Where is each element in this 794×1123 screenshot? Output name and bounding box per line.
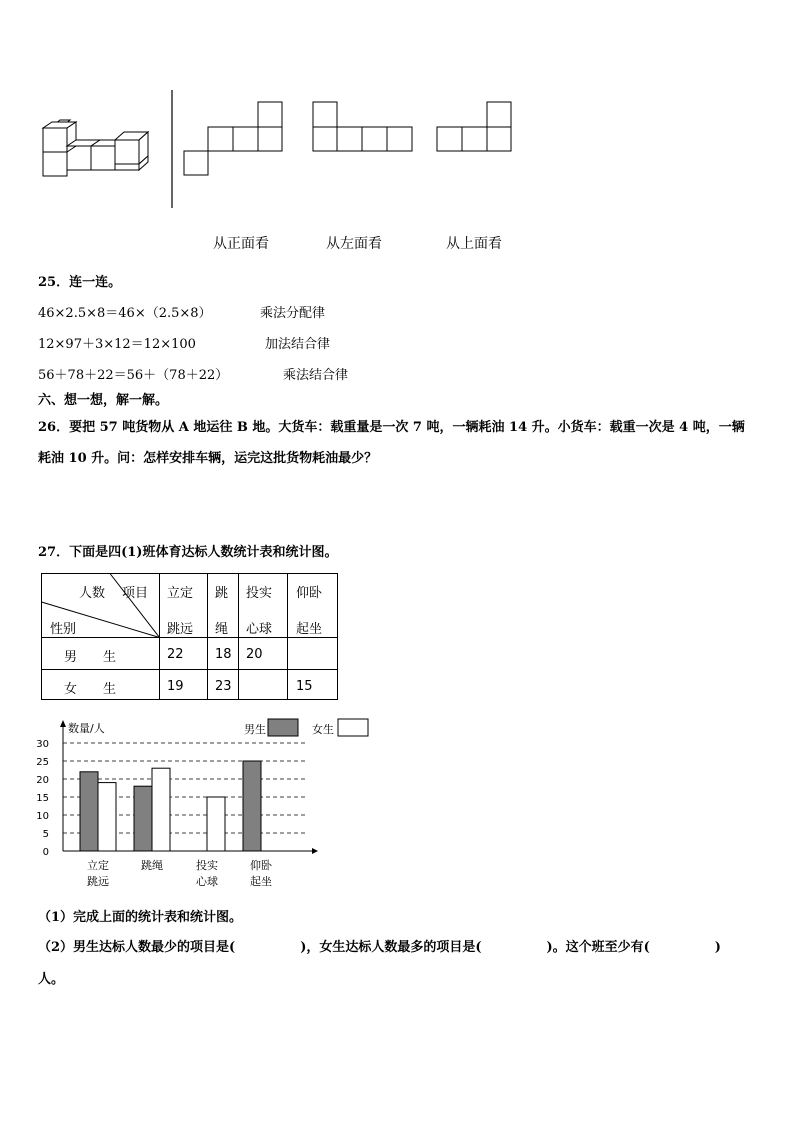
x-tick-label: 跳绳	[141, 859, 163, 872]
table-header-4b: 起坐	[296, 622, 323, 637]
caption-front: 从正面看	[213, 236, 269, 252]
y-axis-arrow	[60, 720, 66, 727]
cube-solid	[43, 120, 148, 176]
views-figure	[0, 0, 794, 260]
table-cell: 19	[167, 679, 184, 694]
legend-swatch	[338, 719, 368, 736]
table-header-1a: 立定	[167, 586, 194, 601]
table-cell: 22	[167, 647, 184, 662]
bar	[243, 761, 261, 851]
x-tick-label: 起坐	[250, 875, 272, 888]
table-header-3b: 心球	[246, 622, 273, 637]
table-row-girls-label: 女 生	[64, 682, 117, 697]
q25-law-3: 乘法结合律	[283, 368, 349, 383]
q25-law-2: 加法结合律	[265, 337, 331, 352]
section-six-title: 六、想一想，解一解。	[38, 393, 169, 408]
table-row-boys-label: 男 生	[64, 650, 117, 665]
y-tick-label: 30	[36, 739, 49, 750]
top-view	[437, 102, 511, 151]
x-tick-label: 投实	[196, 859, 218, 872]
table-header-3a: 投实	[246, 586, 273, 601]
table-corner-item: 项目	[122, 586, 149, 601]
q25-law-1: 乘法分配律	[260, 306, 326, 321]
bar	[134, 786, 152, 851]
q26-line2: 耗油 10 升。问：怎样安排车辆，运完这批货物耗油最少？	[38, 451, 378, 466]
table-header-2a: 跳	[215, 586, 229, 601]
bar	[152, 768, 170, 851]
y-tick-label: 5	[42, 829, 49, 840]
y-tick-label: 15	[36, 793, 49, 804]
legend-swatch	[268, 719, 298, 736]
y-tick-label: 10	[36, 811, 49, 822]
caption-left: 从左面看	[326, 236, 382, 252]
q27-sub2-line1: （2）男生达标人数最少的项目是( )，女生达标人数最多的项目是( )。这个班至少有( )	[38, 940, 721, 955]
q26-line1: 26．要把 57 吨货物从 A 地运往 B 地。大货车：载重量是一次 7 吨，一辆耗油 14 升。小货车：载重一次是 4 吨，一辆	[38, 420, 745, 435]
q25-expr-2: 12×97＋3×12＝12×100	[38, 337, 196, 352]
table-cell: 23	[215, 679, 232, 694]
front-view	[184, 102, 282, 175]
y-tick-label: 25	[36, 757, 49, 768]
q25-expr-3: 56＋78＋22＝56＋（78＋22）	[38, 368, 229, 383]
legend-label: 女生	[312, 723, 334, 736]
bar-chart	[0, 710, 400, 895]
bar	[207, 797, 225, 851]
table-header-2b: 绳	[215, 622, 229, 637]
y-axis-label: 数量/人	[68, 722, 105, 735]
table-header-4a: 仰卧	[296, 586, 323, 601]
bar	[98, 783, 116, 851]
table-corner-count: 人数	[79, 586, 106, 601]
x-tick-label: 跳远	[87, 875, 109, 888]
table-header-1b: 跳远	[167, 622, 194, 637]
bar	[80, 772, 98, 851]
x-tick-label: 心球	[196, 875, 218, 888]
table-cell: 20	[246, 647, 263, 662]
y-tick-label: 0	[42, 847, 49, 858]
q27-sub2-line2: 人。	[38, 972, 65, 987]
table-corner-gender: 性别	[50, 622, 77, 637]
q27-title: 27．下面是四(1)班体育达标人数统计表和统计图。	[38, 545, 338, 560]
x-tick-label: 立定	[87, 859, 109, 872]
table-cell: 15	[296, 679, 313, 694]
x-axis-arrow	[312, 848, 318, 854]
q25-title: 25．连一连。	[38, 275, 122, 290]
q27-sub1: （1）完成上面的统计表和统计图。	[38, 910, 243, 925]
q25-expr-1: 46×2.5×8＝46×（2.5×8）	[38, 306, 212, 321]
x-tick-label: 仰卧	[250, 859, 272, 872]
y-tick-label: 20	[36, 775, 49, 786]
legend-label: 男生	[244, 723, 266, 736]
caption-top: 从上面看	[446, 236, 502, 252]
table-cell: 18	[215, 647, 232, 662]
left-view	[313, 102, 412, 151]
